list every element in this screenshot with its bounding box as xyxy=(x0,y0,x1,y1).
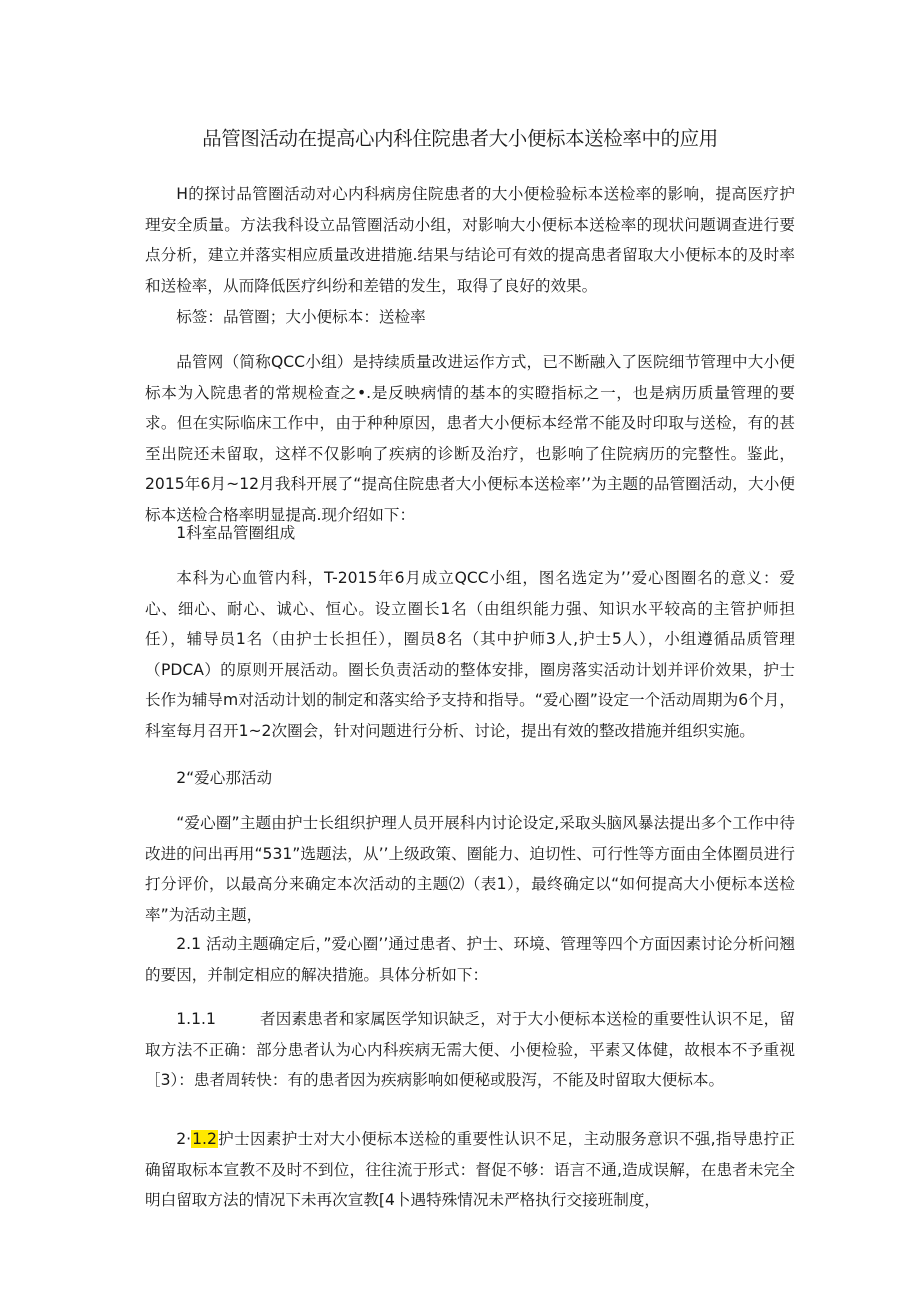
section-2-heading: 2“爱心那活动 xyxy=(176,769,273,787)
section-1-1-1-paragraph xyxy=(145,1004,795,1096)
section-2-1-2-paragraph xyxy=(145,1124,795,1216)
highlighted-number: 1.2 xyxy=(192,1130,217,1148)
document-title: 品管图活动在提高心内科住院患者大小便标本送检率中的应用 xyxy=(202,127,718,150)
keywords-paragraph: 标签：品管圈；大小便标本：送检率 xyxy=(176,308,426,326)
section-2-1-paragraph: 2.1 活动主题确定后，”爱心圈’’通过患者、护士、环境、管理等四个方面因素讨论分析问翘的要因，并制定相应的解决措施。具体分析如下： xyxy=(145,935,795,984)
section-1-heading: 1科室品管圈组成 xyxy=(176,524,296,542)
section-2-1-2-prefix: 2· xyxy=(176,1130,192,1148)
section-1-1-1-text: 者因素患者和家属医学知识缺乏，对于大小便标本送检的重要性认识不足，留取方法不正确：部分患者认为心内科疾病无需大便、小便检验，平素又体健，故根本不予重视［3）：患者周转快：有的患者因为疾病影响如便秘或股泻，不能及时留取大便标本。 xyxy=(145,1010,795,1089)
intro-paragraph: 品管网（简称QCC小组）是持续质量改进运作方式，已不断融入了医院细节管理中大小便标本为入院患者的常规检查之•.是反映病情的基本的实瞪指标之一，也是病历质量管理的要求。但在实际临床工作中，由于种种原因，患者大小便标本经常不能及时印取与送检，有的甚至出院还未留取，这样不仅影响了疾病的诊断及治疗，也影响了住院病历的完整性。鉴此，2015年6月~12月我科开展了“提高住院患者大小便标本送检率’’为主题的品管圈活动，大小便标本送检合格率明显提高.现介绍如下： xyxy=(145,353,795,524)
abstract-paragraph: H的探讨品管圈活动对心内科病房住院患者的大小便检验标本送检率的影响，提高医疗护理安全质量。方法我科设立品管圈活动小组，对影响大小便标本送检率的现状问题调查进行要点分析，建立并落实相应质量改进措施.结果与结论可有效的提高患者留取大小便标本的及时率和送检率，从而降低医疗纠纷和差错的发生，取得了良好的效果。 xyxy=(145,185,795,295)
section-2-1-2-text: 护士因素护士对大小便标本送检的重要性认识不足，主动服务意识不强,指导患拧正确留取标本宣教不及时不到位，往往流于形式：督促不够：语言不通,造成误解，在患者未完全明白留取方法的情况下未再次宣教[4卜遇特殊情况未严格执行交接班制度， xyxy=(145,1130,795,1209)
section-1-1-1-label: 1.1.1 xyxy=(176,1010,216,1028)
section-2-paragraph: “爱心圈”主题由护士长组织护理人员开展科内讨论设定,采取头脑风暴法提出多个工作中待改进的问出再用“531”选题法，从’’上级政策、圈能力、迫切性、可行性等方面由全体圈员进行打分评价，以最高分来确定本次活动的主题⑵（表1），最终确定以“如何提高大小便标本送检率”为活动主题， xyxy=(145,814,795,924)
section-1-paragraph: 本科为心血管内科，T-2015年6月成立QCC小组，图名选定为’’爱心图圈名的意义：爱心、细心、耐心、诚心、恒心。设立圈长1名（由组织能力强、知识水平较高的主管护师担任），辅导员1名（由护士长担任），圈员8名（其中护师3人,护士5人），小组遵循品质管理（PDCA）的原则开展活动。圈长负责活动的整体安排，圈房落实活动计划并评价效果，护士长作为辅导m对活动计划的制定和落实给予支持和指导。“爱心圈”设定一个活动周期为6个月，科室每月召开1~2次圈会，针对问题进行分析、讨论，提出有效的整改措施并组织实施。 xyxy=(145,569,795,740)
